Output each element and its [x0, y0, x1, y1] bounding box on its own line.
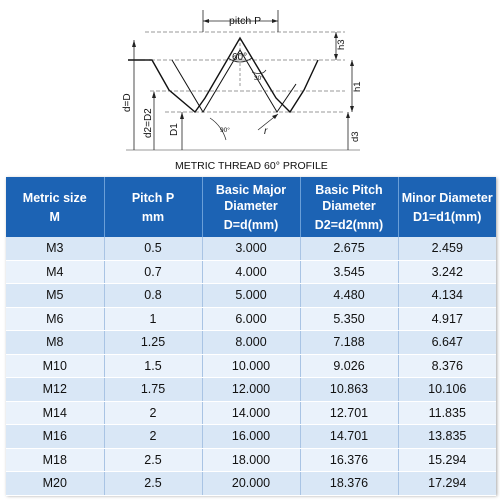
metric-size-cell: M4 — [6, 260, 104, 284]
metric-thread-table-container — [6, 177, 496, 495]
h1-label: h1 — [352, 81, 363, 92]
metric-size-cell: M20 — [6, 472, 104, 496]
pitch-diameter-cell: 2.675 — [300, 237, 398, 260]
table-row — [6, 237, 496, 260]
pitch-diameter-cell: 3.545 — [300, 260, 398, 284]
table-header-row — [6, 177, 496, 237]
metric-size-cell: M8 — [6, 331, 104, 355]
table-row — [6, 425, 496, 449]
pitch-diameter-cell: 10.863 — [300, 378, 398, 402]
major-diameter-cell: 20.000 — [202, 472, 300, 496]
header-major-diameter: Basic Major Diameter D=d(mm) — [202, 177, 300, 237]
metric-size-cell: M14 — [6, 401, 104, 425]
angle-60-label: 60° — [232, 52, 248, 63]
metric-size-cell: M12 — [6, 378, 104, 402]
table-row — [6, 284, 496, 308]
minor-diameter-cell: 2.459 — [398, 237, 496, 260]
metric-thread-table — [6, 177, 496, 496]
pitch-cell: 2 — [104, 425, 202, 449]
table-row — [6, 448, 496, 472]
pitch-cell: 2.5 — [104, 448, 202, 472]
major-diameter-cell: 10.000 — [202, 354, 300, 378]
angle-90-label: 90° — [220, 127, 230, 134]
pitch-label: pitch P — [229, 15, 262, 27]
major-diameter-cell: 14.000 — [202, 401, 300, 425]
table-row — [6, 378, 496, 402]
minor-diameter-cell: 13.835 — [398, 425, 496, 449]
header-pitch-diameter: Basic Pitch Diameter D2=d2(mm) — [300, 177, 398, 237]
minor-diameter-cell: 11.835 — [398, 401, 496, 425]
pitch-diameter-cell: 16.376 — [300, 448, 398, 472]
minor-diameter-cell: 15.294 — [398, 448, 496, 472]
major-diameter-cell: 3.000 — [202, 237, 300, 260]
pitch-diameter-cell: 18.376 — [300, 472, 398, 496]
pitch-cell: 0.7 — [104, 260, 202, 284]
metric-size-cell: M3 — [6, 237, 104, 260]
d2-D2-label: d2=D2 — [143, 108, 154, 138]
minor-diameter-cell: 4.134 — [398, 284, 496, 308]
major-diameter-cell: 16.000 — [202, 425, 300, 449]
header-minor-diameter: Minor Diameter D1=d1(mm) — [398, 177, 496, 237]
pitch-diameter-cell: 4.480 — [300, 284, 398, 308]
metric-size-cell: M10 — [6, 354, 104, 378]
pitch-cell: 0.5 — [104, 237, 202, 260]
pitch-diameter-cell: 14.701 — [300, 425, 398, 449]
major-diameter-cell: 18.000 — [202, 448, 300, 472]
h3-label: h3 — [336, 39, 347, 50]
thread-profile-diagram — [0, 0, 500, 178]
header-metric-size: Metric size M — [6, 177, 104, 237]
metric-size-cell: M16 — [6, 425, 104, 449]
major-diameter-cell: 5.000 — [202, 284, 300, 308]
major-diameter-cell: 6.000 — [202, 307, 300, 331]
D1-label: D1 — [169, 123, 180, 136]
table-body — [6, 237, 496, 495]
table-row — [6, 260, 496, 284]
table-row — [6, 472, 496, 496]
angle-30-label: 30° — [254, 75, 264, 82]
table-row — [6, 354, 496, 378]
major-diameter-cell: 12.000 — [202, 378, 300, 402]
major-diameter-cell: 4.000 — [202, 260, 300, 284]
d-D-label: d=D — [122, 93, 133, 112]
minor-diameter-cell: 3.242 — [398, 260, 496, 284]
table-row — [6, 307, 496, 331]
pitch-diameter-cell: 7.188 — [300, 331, 398, 355]
diagram-caption: METRIC THREAD 60° PROFILE — [175, 160, 328, 172]
r-label: r — [264, 126, 268, 137]
d3-label: d3 — [350, 131, 361, 142]
header-pitch: Pitch P mm — [104, 177, 202, 237]
minor-diameter-cell: 6.647 — [398, 331, 496, 355]
minor-diameter-cell: 17.294 — [398, 472, 496, 496]
minor-diameter-cell: 10.106 — [398, 378, 496, 402]
table-row — [6, 331, 496, 355]
major-diameter-cell: 8.000 — [202, 331, 300, 355]
pitch-cell: 2.5 — [104, 472, 202, 496]
pitch-cell: 2 — [104, 401, 202, 425]
metric-size-cell: M5 — [6, 284, 104, 308]
pitch-cell: 1 — [104, 307, 202, 331]
pitch-diameter-cell: 5.350 — [300, 307, 398, 331]
pitch-cell: 1.5 — [104, 354, 202, 378]
metric-size-cell: M6 — [6, 307, 104, 331]
minor-diameter-cell: 4.917 — [398, 307, 496, 331]
minor-diameter-cell: 8.376 — [398, 354, 496, 378]
pitch-diameter-cell: 12.701 — [300, 401, 398, 425]
pitch-cell: 1.25 — [104, 331, 202, 355]
pitch-cell: 1.75 — [104, 378, 202, 402]
table-row — [6, 401, 496, 425]
metric-size-cell: M18 — [6, 448, 104, 472]
pitch-diameter-cell: 9.026 — [300, 354, 398, 378]
thread-profile-line — [128, 38, 318, 112]
pitch-cell: 0.8 — [104, 284, 202, 308]
